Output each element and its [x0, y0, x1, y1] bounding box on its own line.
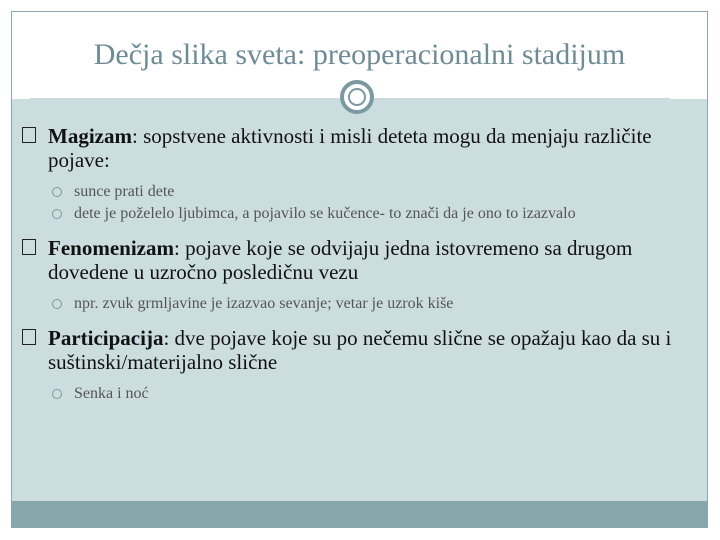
- sub-bullet-circle-icon: [52, 389, 62, 399]
- bullet-box-icon: [22, 239, 36, 255]
- bullet-text: : dve pojave koje su po nečemu slične se opažaju kao da su i suštinski/materijalno slične: [48, 326, 672, 374]
- point-fenomenizam: [22, 236, 682, 314]
- sub-bullet-item: [22, 384, 682, 404]
- sub-bullet-item: [22, 204, 682, 224]
- bottom-bar: [12, 501, 707, 527]
- bullet-box-icon: [22, 329, 36, 345]
- sub-bullet-circle-icon: [52, 299, 62, 309]
- bullet-box-icon: [22, 127, 36, 143]
- bullet-text: : pojave koje se odvijaju jedna istovremeno sa drugom dovedene u uzročno posledičnu vezu: [48, 236, 633, 284]
- sub-bullet-circle-icon: [52, 209, 62, 219]
- sub-bullet-text: sunce prati dete: [74, 183, 175, 200]
- sub-bullet-text: npr. zvuk grmljavine je izazvao sevanje; vetar je uzrok kiše: [74, 295, 454, 312]
- point-magizam: [22, 124, 682, 224]
- bullet-text: : sopstvene aktivnosti i misli deteta mogu da menjaju različite pojave:: [48, 124, 652, 172]
- sub-bullet-text: Senka i noć: [74, 385, 149, 402]
- bullet-term: Fenomenizam: [48, 236, 174, 260]
- bullet-term: Participacija: [48, 326, 164, 350]
- sub-bullet-text: dete je poželelo ljubimca, a pojavilo se kučence- to znači da je ono to izazvalo: [74, 205, 576, 222]
- circle-ornament-icon: [340, 80, 374, 114]
- point-participacija: [22, 326, 682, 404]
- sub-bullet-item: [22, 182, 682, 202]
- bullet-item: [22, 326, 682, 374]
- bullet-item: [22, 236, 682, 284]
- bullet-item: [22, 124, 682, 172]
- bullet-list: [22, 124, 682, 412]
- slide-title: Dečja slika sveta: preoperacionalni stadijum: [93, 38, 626, 71]
- bullet-term: Magizam: [48, 124, 132, 148]
- sub-bullet-item: [22, 294, 682, 314]
- sub-bullet-circle-icon: [52, 187, 62, 197]
